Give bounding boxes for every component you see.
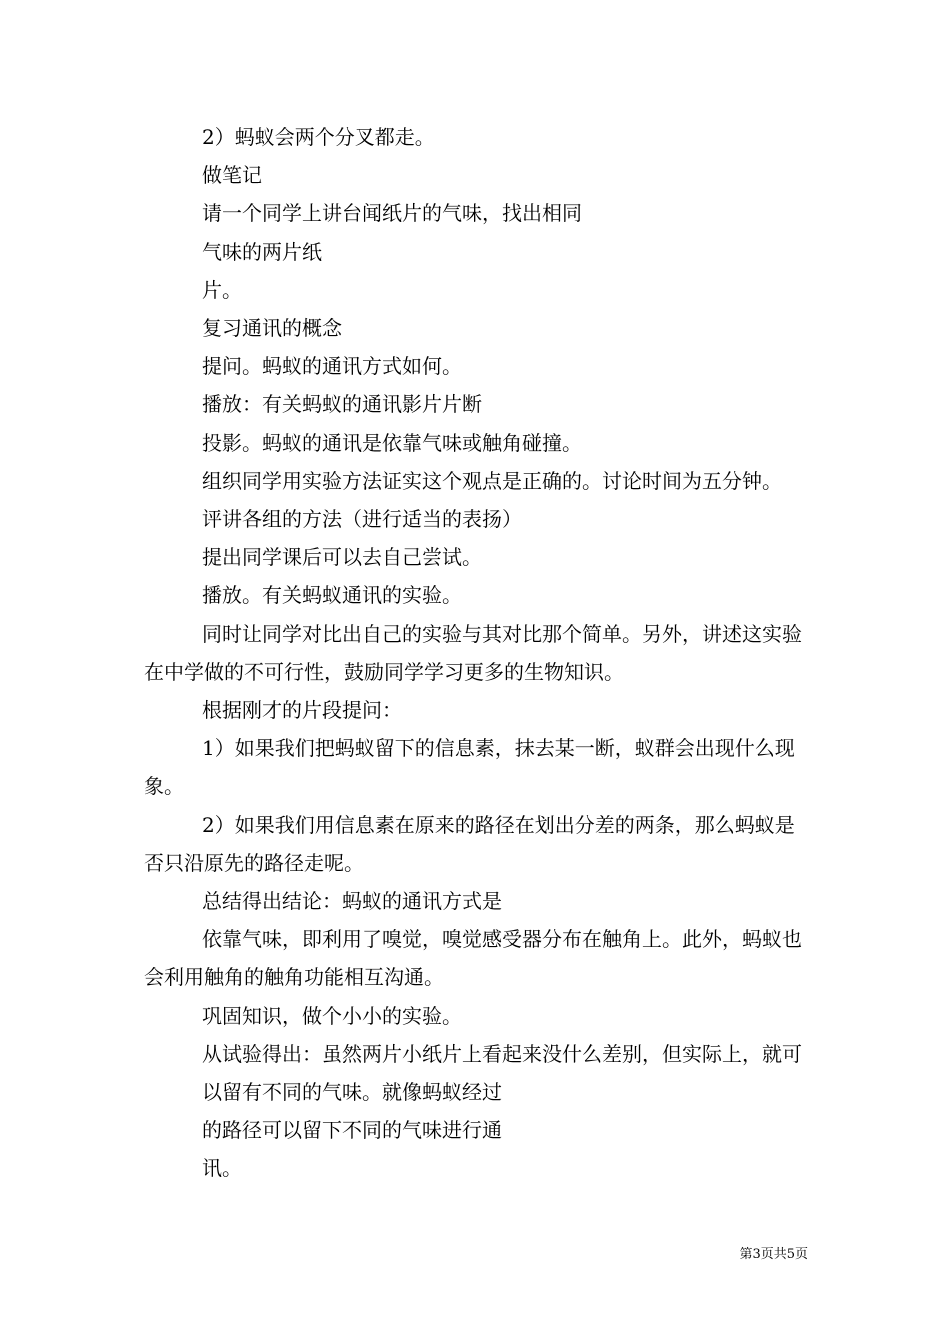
- paragraph: 提出同学课后可以去自己尝试。: [202, 545, 482, 570]
- paragraph: 从试验得出：虽然两片小纸片上看起来没什么差别，但实际上，就可: [202, 1041, 802, 1066]
- paragraph: 复习通讯的概念: [202, 316, 342, 341]
- paragraph: 组织同学用实验方法证实这个观点是正确的。讨论时间为五分钟。: [202, 468, 782, 493]
- paragraph: 播放。有关蚂蚁通讯的实验。: [202, 583, 462, 608]
- page-number-footer: 第3页共5页: [739, 1247, 808, 1262]
- paragraph: 巩固知识，做个小小的实验。: [202, 1003, 462, 1028]
- paragraph: 播放：有关蚂蚁的通讯影片片断: [202, 392, 482, 417]
- document-body: [144, 118, 812, 1188]
- paragraph: 依靠气味，即利用了嗅觉，嗅觉感受器分布在触角上。此外，蚂蚁也会利用触角的触角功能相互沟通。: [144, 927, 802, 990]
- paragraph: 讯。: [202, 1156, 242, 1181]
- paragraph: 根据刚才的片段提问：: [202, 698, 402, 723]
- paragraph: 气味的两片纸: [202, 239, 322, 264]
- paragraph: 总结得出结论：蚂蚁的通讯方式是: [202, 889, 502, 914]
- paragraph: 同时让同学对比出自己的实验与其对比那个简单。另外，讲述这实验在中学做的不可行性，鼓励同学学习更多的生物知识。: [144, 621, 802, 684]
- paragraph: 做笔记: [202, 163, 262, 188]
- paragraph: 投影。蚂蚁的通讯是依靠气味或触角碰撞。: [202, 430, 582, 455]
- paragraph: 片。: [202, 277, 242, 302]
- paragraph: 2）如果我们用信息素在原来的路径在划出分差的两条，那么蚂蚁是否只沿原先的路径走呢。: [144, 812, 795, 875]
- paragraph: 以留有不同的气味。就像蚂蚁经过: [202, 1080, 502, 1105]
- paragraph: 2）蚂蚁会两个分叉都走。: [202, 125, 435, 149]
- paragraph: 提问。蚂蚁的通讯方式如何。: [202, 354, 462, 379]
- paragraph: 评讲各组的方法（进行适当的表扬）: [202, 507, 522, 532]
- paragraph: 请一个同学上讲台闻纸片的气味，找出相同: [202, 201, 582, 226]
- paragraph: 1）如果我们把蚂蚁留下的信息素，抹去某一断，蚁群会出现什么现象。: [144, 736, 795, 799]
- paragraph: 的路径可以留下不同的气味进行通: [202, 1118, 502, 1143]
